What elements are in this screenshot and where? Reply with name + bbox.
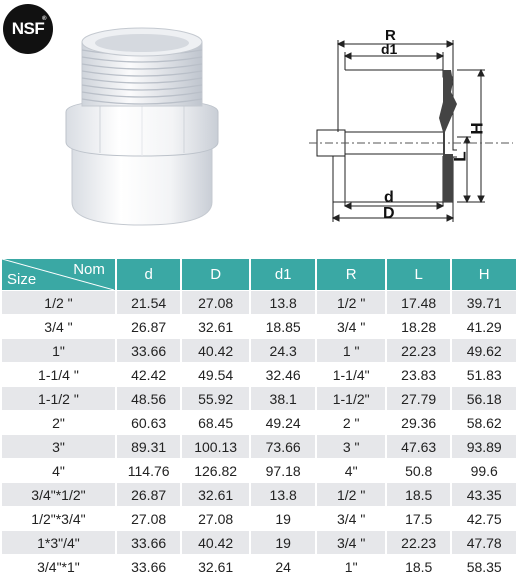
cell-size: 1/2"*3/4" (2, 507, 115, 530)
cell-d1: 38.1 (251, 387, 316, 410)
header-nom: Nom (73, 261, 105, 278)
dim-label-r: R (385, 27, 396, 44)
cell-d1: 24 (251, 555, 316, 578)
cell-d1: 13.8 (251, 483, 316, 506)
cell-h: 43.35 (452, 483, 516, 506)
cell-size: 1-1/4 " (2, 363, 115, 386)
table-row (2, 315, 516, 338)
size-nom-header (2, 259, 115, 290)
header-big-d: D (182, 259, 249, 290)
cell-l: 17.5 (387, 507, 451, 530)
cell-l: 22.23 (387, 531, 451, 554)
cell-r: 1/2 " (317, 483, 385, 506)
cell-r: 1" (317, 555, 385, 578)
cell-size: 3/4 " (2, 315, 115, 338)
cell-h: 99.6 (452, 459, 516, 482)
cell-h: 51.83 (452, 363, 516, 386)
dim-label-big-d: D (383, 205, 395, 222)
table-row (2, 507, 516, 530)
cell-h: 49.62 (452, 339, 516, 362)
table-row (2, 291, 516, 314)
cell-d: 48.56 (117, 387, 181, 410)
cell-big-d: 40.42 (182, 339, 249, 362)
table-row (2, 555, 516, 578)
cell-big-d: 32.61 (182, 555, 249, 578)
cell-size: 1" (2, 339, 115, 362)
cell-d: 89.31 (117, 435, 181, 458)
cell-big-d: 27.08 (182, 507, 249, 530)
cell-r: 1/2 " (317, 291, 385, 314)
product-photo (60, 20, 235, 245)
header-d1: d1 (251, 259, 316, 290)
cell-d: 114.76 (117, 459, 181, 482)
cell-h: 41.29 (452, 315, 516, 338)
cell-d: 21.54 (117, 291, 181, 314)
cell-l: 23.83 (387, 363, 451, 386)
cell-big-d: 100.13 (182, 435, 249, 458)
cell-big-d: 68.45 (182, 411, 249, 434)
nsf-logo (3, 4, 53, 54)
cell-r: 3/4 " (317, 315, 385, 338)
cell-l: 47.63 (387, 435, 451, 458)
cell-r: 3 " (317, 435, 385, 458)
cell-size: 3/4"*1" (2, 555, 115, 578)
dim-label-l: L (450, 151, 470, 162)
table-row (2, 411, 516, 434)
header-size: Size (7, 271, 37, 288)
header-r: R (317, 259, 385, 290)
cell-big-d: 49.54 (182, 363, 249, 386)
cell-d: 60.63 (117, 411, 181, 434)
cell-l: 18.5 (387, 483, 451, 506)
header-h: H (452, 259, 516, 290)
header-l: L (387, 259, 451, 290)
table-row (2, 339, 516, 362)
cell-big-d: 32.61 (182, 483, 249, 506)
cell-r: 4" (317, 459, 385, 482)
table-body (2, 291, 516, 578)
registered-mark: ® (42, 16, 46, 22)
cell-d: 27.08 (117, 507, 181, 530)
dim-label-small-d: d (384, 189, 394, 206)
cell-r: 1 " (317, 339, 385, 362)
table-row (2, 531, 516, 554)
cell-l: 27.79 (387, 387, 451, 410)
cell-size: 3" (2, 435, 115, 458)
cell-d1: 19 (251, 531, 316, 554)
cell-l: 50.8 (387, 459, 451, 482)
cell-d1: 73.66 (251, 435, 316, 458)
cell-d1: 24.3 (251, 339, 316, 362)
cell-size: 1/2 " (2, 291, 115, 314)
cell-h: 93.89 (452, 435, 516, 458)
dim-label-d1: d1 (381, 41, 398, 57)
table-row (2, 435, 516, 458)
cell-r: 2 " (317, 411, 385, 434)
dim-label-h: H (467, 122, 487, 135)
cell-d1: 97.18 (251, 459, 316, 482)
cell-big-d: 27.08 (182, 291, 249, 314)
cell-size: 2" (2, 411, 115, 434)
nsf-logo-text: NSF (11, 19, 45, 38)
cell-d1: 18.85 (251, 315, 316, 338)
cell-d: 33.66 (117, 339, 181, 362)
cell-l: 29.36 (387, 411, 451, 434)
cell-r: 1-1/2" (317, 387, 385, 410)
cell-size: 1-1/2 " (2, 387, 115, 410)
cell-big-d: 126.82 (182, 459, 249, 482)
cell-d1: 19 (251, 507, 316, 530)
cell-l: 18.28 (387, 315, 451, 338)
header-d: d (117, 259, 181, 290)
product-header (0, 0, 518, 260)
cell-r: 1-1/4" (317, 363, 385, 386)
cell-l: 17.48 (387, 291, 451, 314)
cell-d1: 32.46 (251, 363, 316, 386)
cell-r: 3/4 " (317, 507, 385, 530)
cell-size: 1*3"/4" (2, 531, 115, 554)
cell-d: 33.66 (117, 531, 181, 554)
table-header-row (2, 259, 516, 290)
cell-l: 22.23 (387, 339, 451, 362)
table-row (2, 483, 516, 506)
cell-h: 58.35 (452, 555, 516, 578)
cell-big-d: 40.42 (182, 531, 249, 554)
table-row (2, 363, 516, 386)
cell-d: 26.87 (117, 315, 181, 338)
cell-big-d: 55.92 (182, 387, 249, 410)
cell-h: 42.75 (452, 507, 516, 530)
cell-d: 42.42 (117, 363, 181, 386)
cell-l: 18.5 (387, 555, 451, 578)
cell-d1: 13.8 (251, 291, 316, 314)
cell-h: 58.62 (452, 411, 516, 434)
spec-table (0, 258, 518, 579)
cell-h: 39.71 (452, 291, 516, 314)
table-row (2, 387, 516, 410)
cell-size: 4" (2, 459, 115, 482)
cell-big-d: 32.61 (182, 315, 249, 338)
cell-r: 3/4 " (317, 531, 385, 554)
cell-d: 33.66 (117, 555, 181, 578)
cell-d: 26.87 (117, 483, 181, 506)
cell-size: 3/4"*1/2" (2, 483, 115, 506)
cell-d1: 49.24 (251, 411, 316, 434)
table-row (2, 459, 516, 482)
cell-h: 47.78 (452, 531, 516, 554)
cell-h: 56.18 (452, 387, 516, 410)
